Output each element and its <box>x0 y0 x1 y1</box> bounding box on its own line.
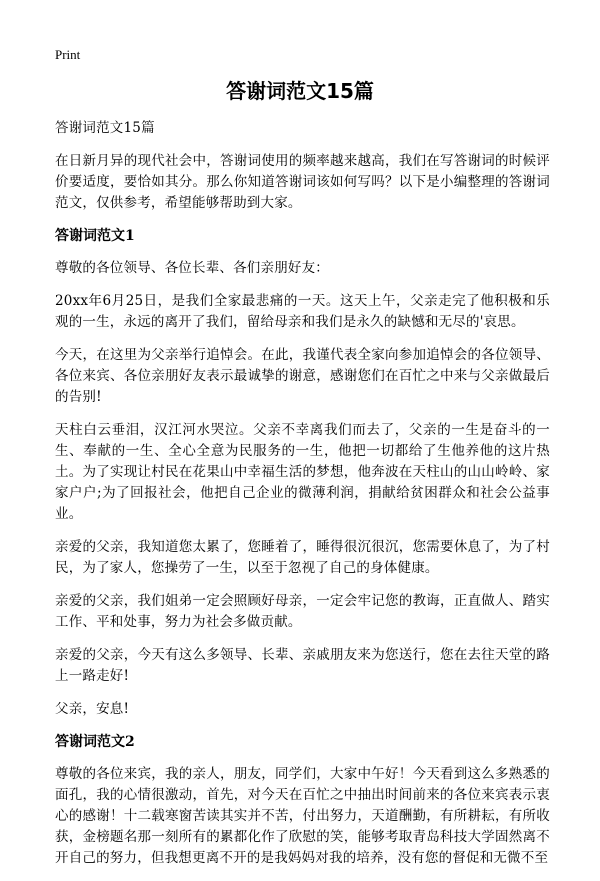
subtitle: 答谢词范文15篇 <box>55 120 155 136</box>
paragraph: 亲爱的父亲，我知道您太累了，您睡着了，睡得很沉很沉，您需要休息了，为了村民，为了家人，您操劳了一生，以至于忽视了自己的身体健康。 <box>55 539 550 576</box>
paragraph: 亲爱的父亲，我们姐弟一定会照顾好母亲，一定会牢记您的教诲，正直做人、踏实工作、平和处事，努力为社会多做贡献。 <box>55 593 550 630</box>
paragraph: 父亲，安息! <box>55 701 130 717</box>
paragraph: 20xx年6月25日，是我们全家最悲痛的一天。这天上午，父亲走完了他积极和乐观的一生，永远的离开了我们，留给母亲和我们是永久的缺憾和无尽的'哀思。 <box>55 293 550 330</box>
paragraph: 亲爱的父亲，今天有这么多领导、长辈、亲戚朋友来为您送行，您在去往天堂的路上一路走好! <box>55 647 550 684</box>
paragraph: 尊敬的各位来宾，我的亲人，朋友，同学们，大家中午好！今天看到这么多熟悉的面孔，我的心情很激动，首先，对今天在百忙之中抽出时间前来的各位来宾表示衷心的感谢！十二载寒窗苦读其实并不苦，付出努力，天道酬勤，有所耕耘，有所收获，金榜题名那一刻所有的累都化作了欣慰的笑，能够考取青岛科技大学固然离不开自己的努力，但我想更离不开的是我妈妈对我的培养，没有您的督促和无微不至 <box>55 766 550 866</box>
section-2-heading: 答谢词范文2 <box>55 734 135 750</box>
paragraph: 尊敬的各位领导、各位长辈、各们亲朋好友： <box>55 260 329 276</box>
section-1-heading: 答谢词范文1 <box>55 228 135 244</box>
intro-paragraph: 在日新月异的现代社会中，答谢词使用的频率越来越高，我们在写答谢词的时候评价要适度，要恰如其分。那么你知道答谢词该如何写吗？以下是小编整理的答谢词范文，仅供参考，希望能够帮助到大家。 <box>55 153 550 211</box>
paragraph: 今天，在这里为父亲举行追悼会。在此，我谨代表全家向参加追悼会的各位领导、各位来宾、各位亲朋好友表示最诚挚的谢意，感谢您们在百忙之中来与父亲做最后的告别! <box>55 347 550 405</box>
article-body <box>55 118 550 881</box>
print-link[interactable]: Print <box>55 47 81 62</box>
page-title: 答谢词范文15篇 <box>226 79 374 103</box>
paragraph: 天柱白云垂泪，汉江河水哭泣。父亲不幸离我们而去了，父亲的一生是奋斗的一生、奉献的一生、全心全意为民服务的一生，他把一切都给了生他养他的这片热土。为了实现让村民在花果山中幸福生活的梦想，他奔波在天柱山的山山岭岭、家家户户;为了回报社会，他把自己企业的微薄利润，捐献给贫困群众和社会公益事业。 <box>55 422 550 522</box>
